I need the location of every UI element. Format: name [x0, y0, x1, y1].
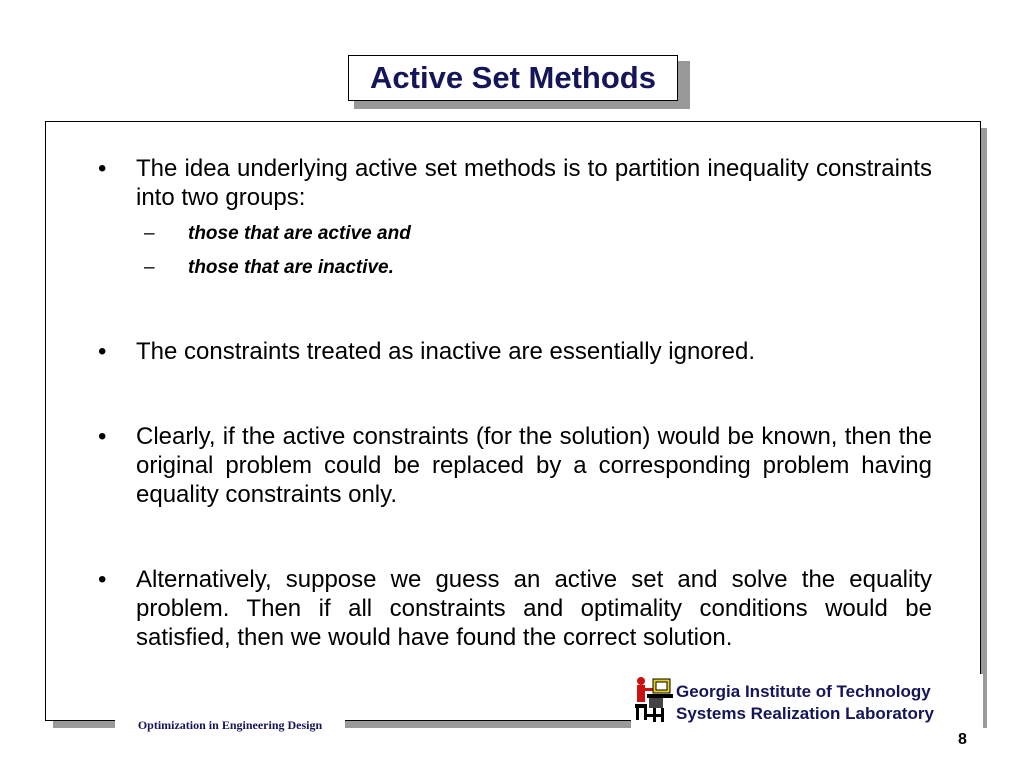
bullet-text: Alternatively, suppose we guess an active set and solve the equality problem. Then if all constraints and optimality conditions would be satisfied, then we would have found the correct solution.	[136, 566, 932, 651]
bullet-text: Clearly, if the active constraints (for the solution) would be known, then the original problem could be replaced by a corresponding problem having equality constraints only.	[136, 423, 932, 508]
sub-item	[144, 257, 394, 279]
bullet-marker: •	[98, 566, 107, 593]
bullet-marker: •	[98, 423, 107, 450]
institute-line-2: Systems Realization Laboratory	[676, 704, 934, 723]
dash-marker: –	[144, 223, 155, 244]
institute-name	[676, 681, 934, 725]
bullet-text: The constraints treated as inactive are essentially ignored.	[136, 338, 755, 365]
institute-line-1: Georgia Institute of Technology	[676, 682, 931, 701]
bullet-item	[98, 337, 932, 366]
bullet-item	[98, 422, 932, 509]
slide-title: Active Set Methods	[370, 60, 656, 95]
bullet-marker: •	[98, 155, 107, 182]
title-box	[348, 55, 678, 101]
page-number: 8	[958, 731, 967, 748]
sub-item-text: those that are inactive.	[188, 257, 394, 278]
dash-marker: –	[144, 257, 155, 278]
bullet-text: The idea underlying active set methods is to partition inequality constraints into two groups:	[136, 155, 932, 211]
georgia-tech-srl-logo-icon	[633, 674, 673, 726]
bullet-item	[98, 154, 932, 212]
bullet-marker: •	[98, 338, 107, 365]
sub-item-text: those that are active and	[188, 223, 411, 244]
sub-item	[144, 223, 411, 245]
bullet-item	[98, 565, 932, 652]
footer-course: Optimization in Engineering Design	[115, 715, 345, 735]
